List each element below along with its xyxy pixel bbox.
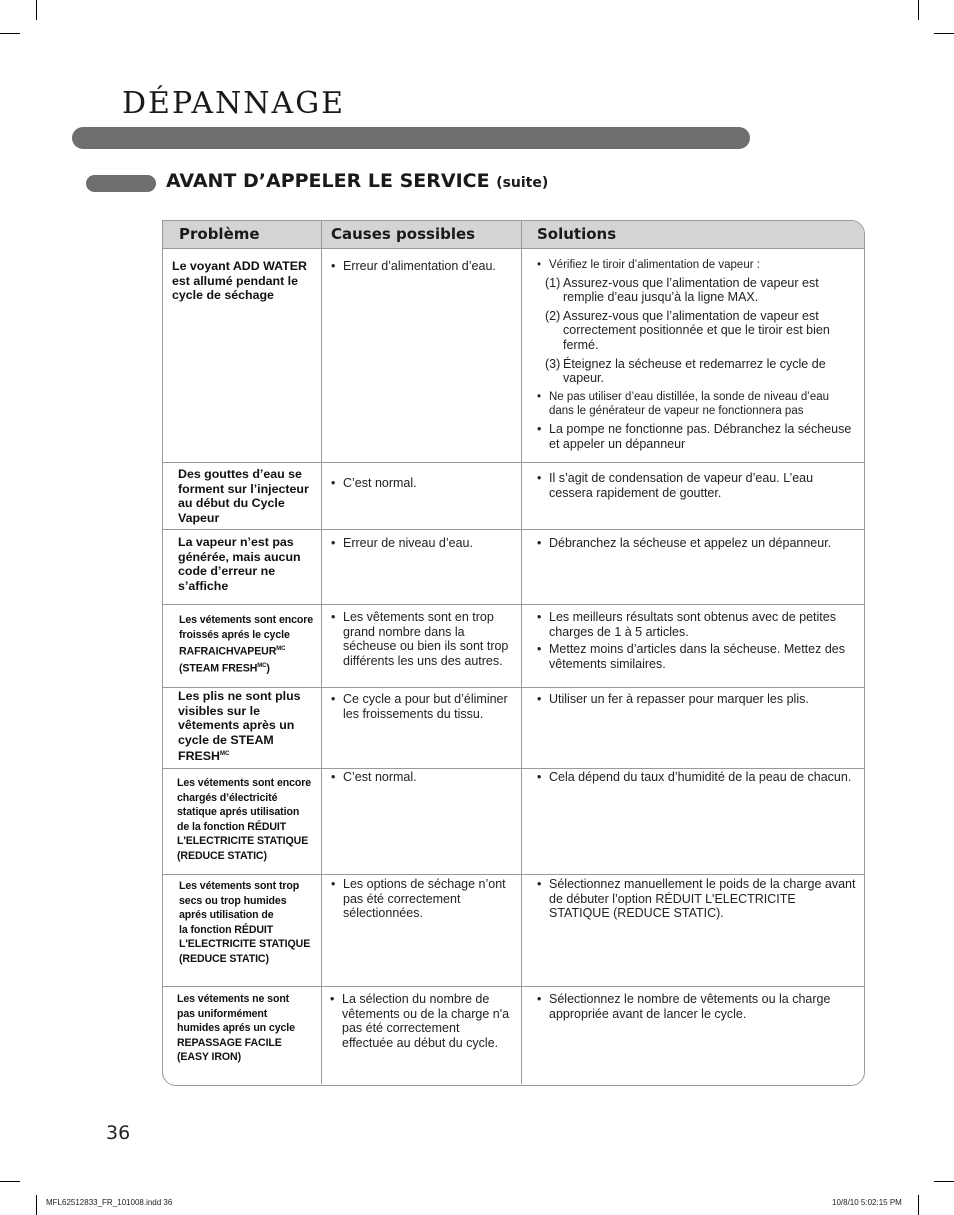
solutions-cell: • Débranchez la sécheuse et appelez un dépanneur. [535,536,857,554]
solutions-cell: • Sélectionnez manuellement le poids de la charge avant de débuter l’option RÉDUIT L'ELECTRICITE STATIQUE (REDUCE STATIC). [535,877,857,924]
causes-cell: • Les options de séchage n’ont pas été correctement sélectionnées. [329,877,514,924]
table-row [163,463,864,530]
problem-cell: Les vétements ne sont pas uniformément humides aprés un cycle REPASSAGE FACILE (EASY IRON) [177,993,295,1064]
problem-cell: Les vétements sont encore chargés d’électricité statique aprés utilisation de la fonction RÉDUIT L'ELECTRICITE STATIQUE (REDUCE STATIC) [177,777,312,862]
title-bar [72,127,750,149]
causes-cell: • Les vêtements sont en trop grand nombre dans la sécheuse ou bien ils sont trop différents les uns des autres. [329,610,514,671]
problem-cell: Le voyant ADD WATER est allumé pendant le cycle de séchage [172,259,307,303]
causes-cell: • C’est normal. [329,476,514,494]
problem-cell: Les plis ne sont plus visibles sur le vêtements après un cycle de STEAM $FRESH^{MC}$ [178,689,301,764]
header-causes: Causes possibles [331,225,476,243]
footer-file-info: MFL62512833_FR_101008.indd 36 [46,1198,173,1207]
table-row [163,688,864,769]
table-header [163,221,864,249]
problem-cell: La vapeur n’est pas générée, mais aucun code d’erreur ne s’affiche [178,535,301,593]
section-pill [86,175,156,192]
page-number: 36 [106,1122,131,1144]
solutions-cell: • Cela dépend du taux d’humidité de la peau de chacun. [535,770,857,788]
solutions-cell: • Les meilleurs résultats sont obtenus avec de petites charges de 1 à 5 articles. • Mettez moins d’articles dans la sécheuse. Mettez des vêtements similaires. [535,610,857,674]
table-row [163,530,864,605]
table-row [163,248,864,463]
causes-cell: • C’est normal. [329,770,514,788]
solutions-cell: • Utiliser un fer à repasser pour marquer les plis. [535,692,857,710]
problem-cell: Des gouttes d’eau se forment sur l’injecteur au début du Cycle Vapeur [178,467,309,525]
solutions-cell: • Il s’agit de condensation de vapeur d’eau. L’eau cessera rapidement de goutter. [535,471,857,503]
section-title: AVANT D’APPELER LE SERVICE (suite) [166,170,549,192]
solutions-cell: • Sélectionnez le nombre de vêtements ou la charge appropriée avant de lancer le cycle. [535,992,857,1024]
table-row [163,605,864,688]
table-row [163,987,864,1086]
page-title: DÉPANNAGE [122,86,346,121]
problem-cell: Les vétements sont encore froissés aprés le cycle $RAFRAICHVAPEUR^{MC}$ (STEAM $FRESH^{MC}$) [179,614,314,675]
causes-cell: • Erreur de niveau d’eau. [329,536,514,554]
solutions-cell: • Vérifiez le tiroir d’alimentation de vapeur : (1) Assurez-vous que l’alimentation de vapeur est remplie d’eau jusqu’à la ligne MAX. (2) Assurez-vous que l’alimentation de vapeur est correctement positionnée et que le tiroir est bien fermé. (3) Éteignez la sécheuse et redemarrez le cycle de vapeur. • Ne pas utiliser d’eau distillée, la sonde de niveau d’eau dans le générateur de vapeur ne fonctionnera pas • La pompe ne fonctionne pas. Débranchez la sécheuse et appeler un dépanneur [535,258,857,454]
causes-cell: • La sélection du nombre de vêtements ou de la charge n'a pas été correctement effectuée au début du cycle. [328,992,514,1053]
section-suffix: (suite) [496,175,549,191]
problem-cell: Les vétements sont trop secs ou trop humides aprés utilisation de la fonction RÉDUIT L'ELECTRICITE STATIQUE (REDUCE STATIC) [179,880,311,965]
footer-timestamp: 10/8/10 5:02:15 PM [832,1198,902,1207]
troubleshooting-table [162,220,865,1086]
table-row [163,875,864,987]
table-row [163,769,864,875]
causes-cell: • Ce cycle a pour but d’éliminer les froissements du tissu. [329,692,514,724]
header-solutions: Solutions [537,225,617,243]
causes-cell: • Erreur d’alimentation d’eau. [329,259,514,277]
header-problem: Problème [179,225,260,243]
